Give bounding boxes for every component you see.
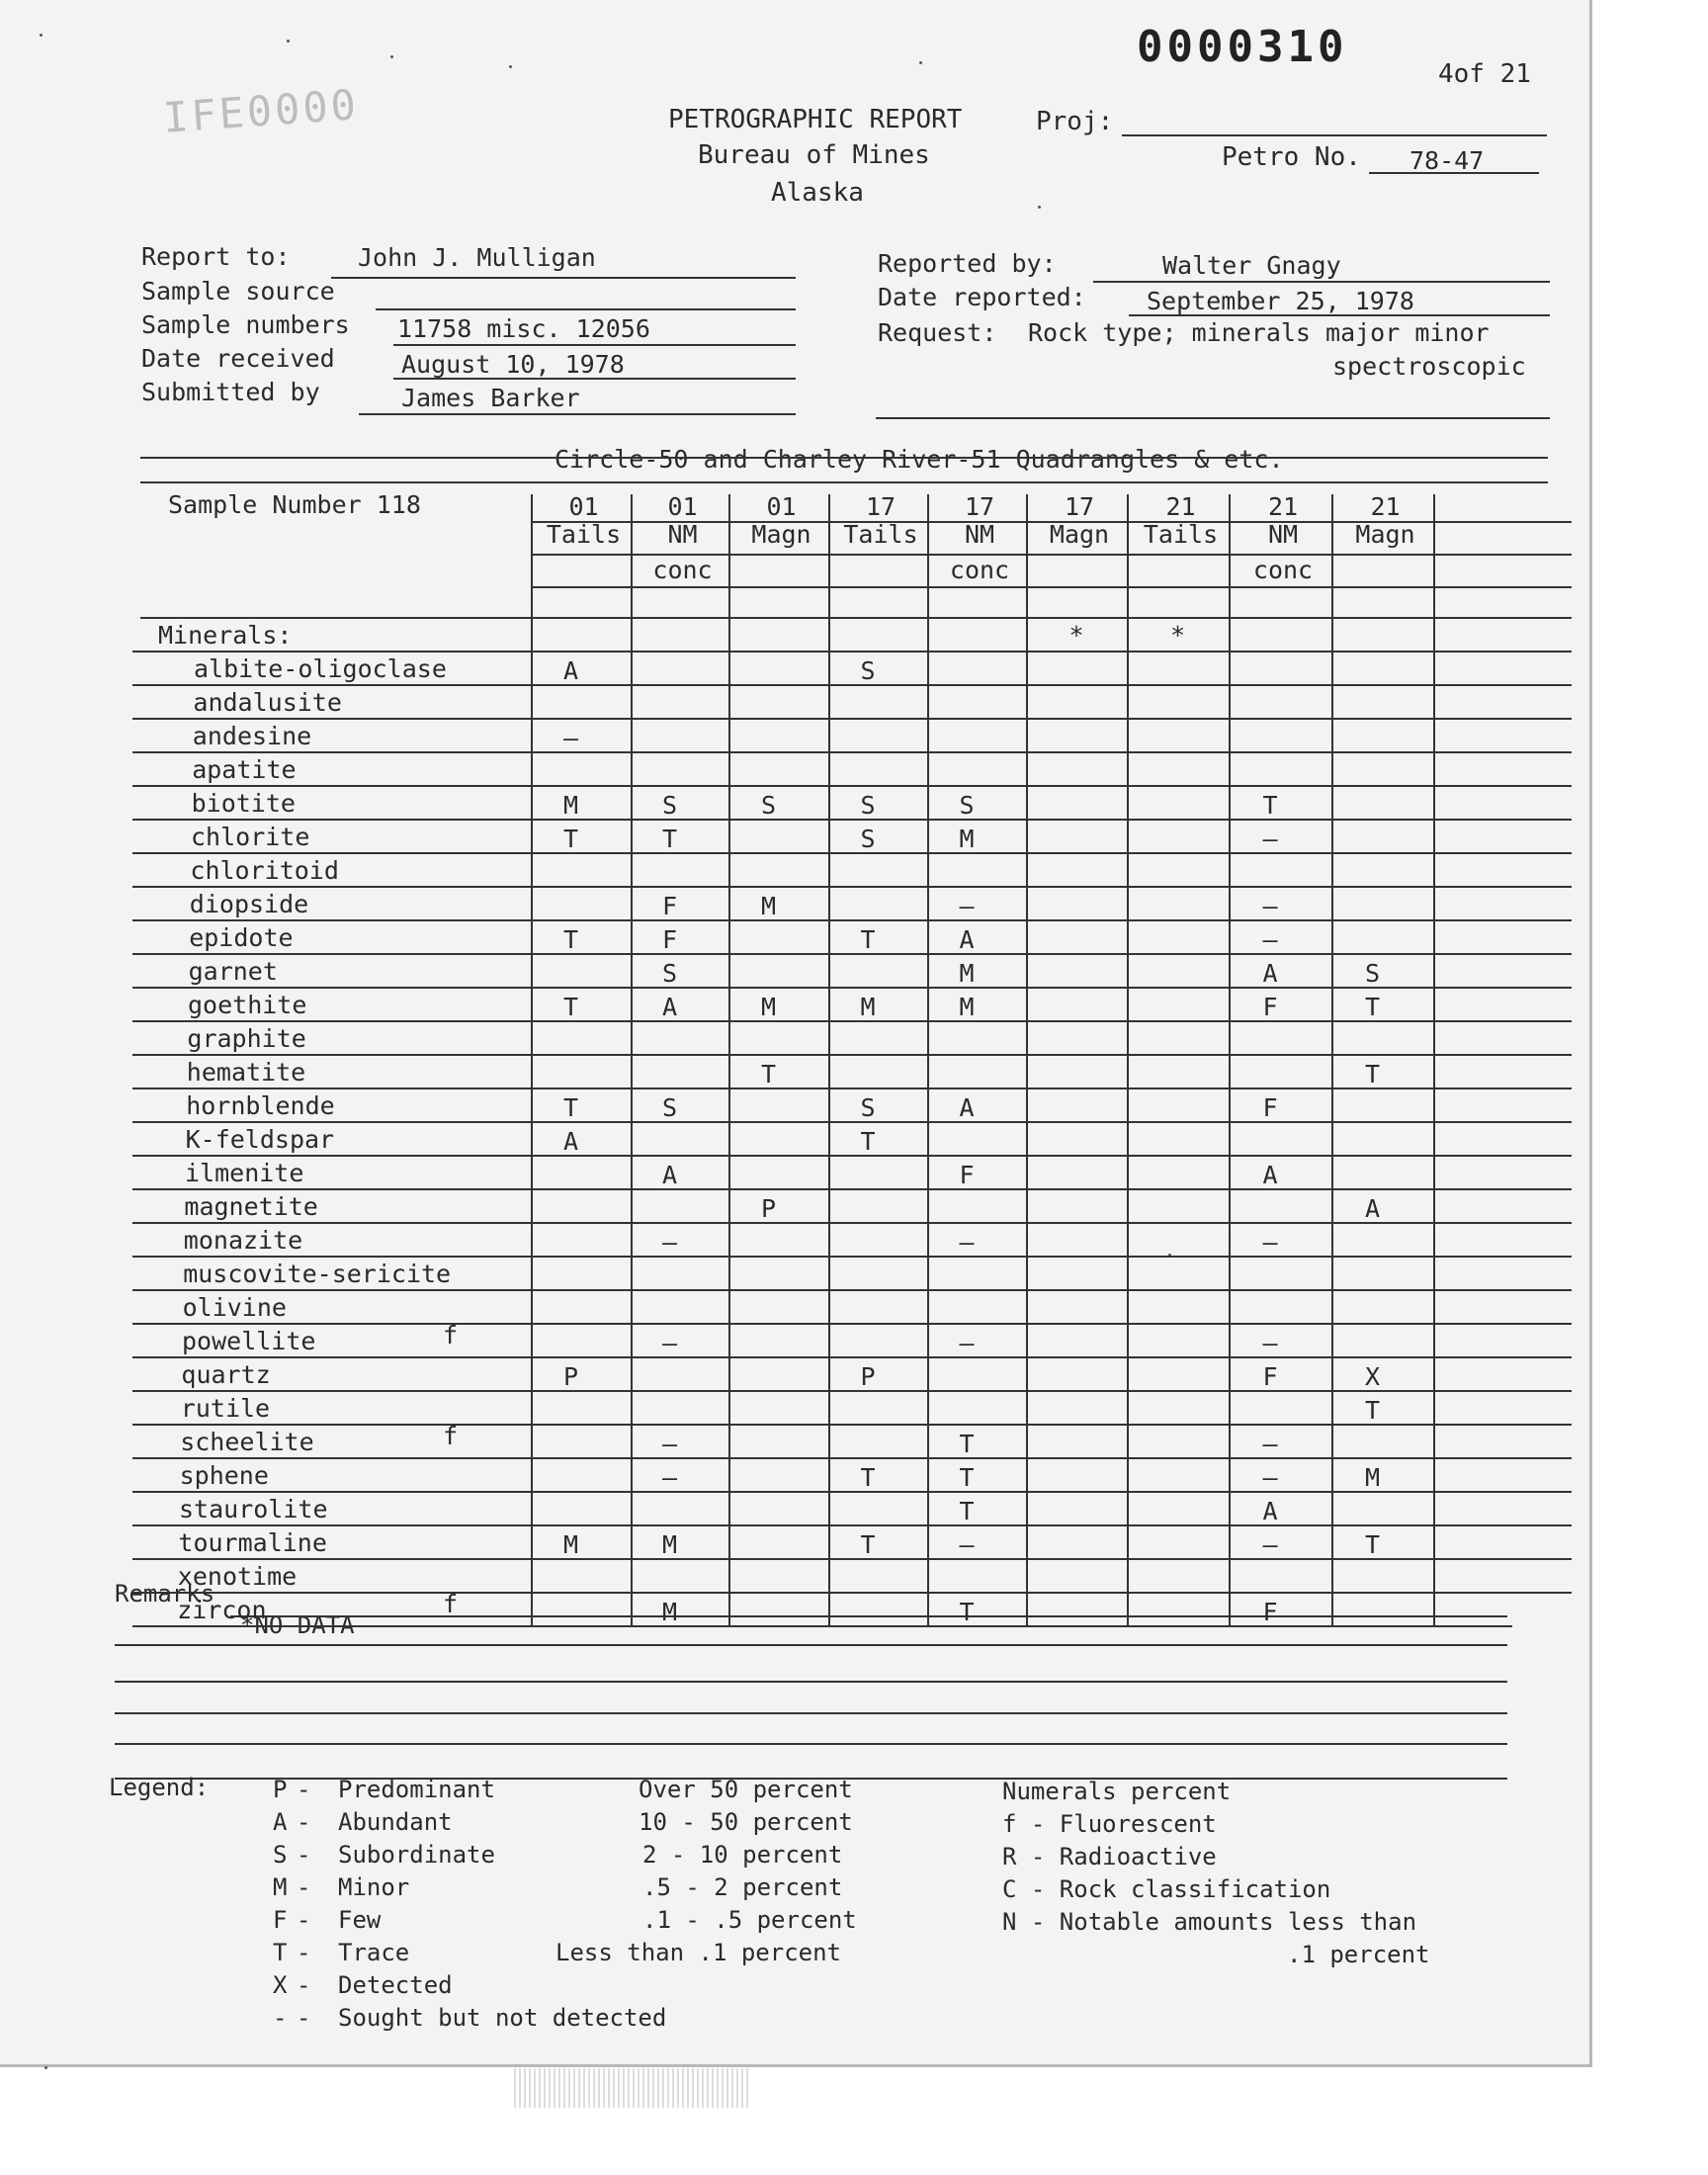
column-sample-number: 17 — [1064, 492, 1095, 521]
legend-dash: - — [297, 1776, 311, 1803]
row-rule — [132, 1457, 1572, 1459]
mineral-abundance-cell: A — [1364, 1194, 1381, 1223]
mineral-abundance-cell: M — [562, 791, 579, 820]
mineral-abundance-cell: X — [1364, 1362, 1381, 1391]
mineral-name: quartz — [181, 1360, 271, 1389]
legend-code: P — [273, 1776, 288, 1803]
remarks-rule-2 — [115, 1644, 1507, 1646]
legend-range: Less than .1 percent — [555, 1939, 841, 1966]
reported-by-label: Reported by: — [878, 249, 1057, 278]
sample-source-label: Sample source — [141, 277, 335, 305]
header-rule — [531, 554, 1572, 556]
mineral-abundance-cell: T — [959, 1463, 975, 1492]
mineral-abundance-cell: T — [562, 1093, 579, 1122]
legend-dash: - — [297, 1971, 311, 1999]
legend-description: Trace — [338, 1939, 410, 1966]
date-received-value: August 10, 1978 — [401, 350, 625, 379]
mineral-name: tourmaline — [178, 1528, 327, 1557]
minerals-row-marker: * — [1169, 621, 1186, 650]
row-rule — [132, 1592, 1572, 1594]
mineral-name: apatite — [192, 755, 297, 784]
mineral-abundance-cell: T — [562, 925, 579, 954]
legend-code: M — [273, 1873, 288, 1901]
mineral-abundance-cell: T — [860, 1127, 876, 1156]
report-to-label: Report to: — [141, 242, 291, 271]
mineral-abundance-cell: – — [959, 1530, 975, 1559]
mineral-name: ilmenite — [185, 1159, 304, 1187]
report-to-value: John J. Mulligan — [358, 243, 596, 272]
remarks-label: Remarks — [115, 1580, 215, 1608]
mineral-name: olivine — [182, 1293, 287, 1322]
column-sample-type: Magn — [1049, 520, 1110, 549]
request-line-1: Rock type; minerals major minor — [1028, 318, 1490, 347]
date-reported-value: September 25, 1978 — [1147, 287, 1414, 315]
report-to-line — [331, 277, 796, 279]
mineral-abundance-cell: S — [860, 825, 876, 853]
mineral-abundance-cell: – — [959, 1329, 975, 1357]
mineral-abundance-cell: – — [1262, 1463, 1278, 1492]
mineral-abundance-cell: A — [661, 1161, 678, 1189]
row-rule — [140, 617, 1572, 619]
mineral-abundance-cell: S — [661, 1093, 678, 1122]
mineral-abundance-cell: M — [760, 892, 777, 920]
column-rule — [1127, 494, 1129, 1625]
sample-source-line — [376, 308, 796, 310]
mineral-abundance-cell: M — [959, 959, 975, 988]
mineral-abundance-cell: T — [860, 1530, 876, 1559]
request-line — [876, 417, 1550, 419]
scan-speck — [919, 61, 922, 64]
mineral-abundance-cell: M — [860, 993, 876, 1021]
header-rule — [531, 521, 1572, 523]
row-rule — [132, 919, 1572, 921]
mineral-name: powellite — [182, 1327, 316, 1355]
mineral-abundance-cell: S — [860, 791, 876, 820]
column-sample-subtype: conc — [949, 556, 1010, 584]
mineral-abundance-cell: P — [860, 1362, 876, 1391]
date-received-label: Date received — [141, 344, 335, 373]
legend-code: F — [273, 1906, 288, 1934]
mineral-abundance-cell: A — [959, 1093, 975, 1122]
minerals-label: Minerals: — [158, 621, 293, 650]
mineral-abundance-cell: F — [959, 1161, 975, 1189]
mineral-name: andesine — [192, 722, 312, 750]
column-sample-type: NM — [964, 520, 995, 549]
mineral-name: diopside — [189, 890, 309, 918]
legend-dash: - — [297, 1841, 311, 1869]
legend-note: Numerals percent — [1002, 1778, 1232, 1805]
mineral-abundance-cell: – — [959, 1228, 975, 1257]
submitted-by-label: Submitted by — [141, 378, 320, 406]
mineral-abundance-cell: T — [1364, 1060, 1381, 1088]
mineral-abundance-cell: S — [760, 791, 777, 820]
row-rule — [132, 751, 1572, 753]
legend-note: f - Fluorescent — [1002, 1810, 1217, 1838]
legend-range: Over 50 percent — [639, 1776, 853, 1803]
column-sample-subtype: conc — [652, 556, 713, 584]
mineral-abundance-cell: T — [959, 1497, 975, 1525]
mineral-abundance-cell: – — [1262, 1430, 1278, 1458]
remarks-rule-3 — [115, 1681, 1507, 1683]
legend-description: Subordinate — [338, 1841, 495, 1869]
row-rule — [132, 1054, 1572, 1056]
legend-range: .5 - 2 percent — [642, 1873, 843, 1901]
mineral-abundance-cell: T — [860, 1463, 876, 1492]
mineral-abundance-cell: A — [661, 993, 678, 1021]
mineral-name: goethite — [188, 991, 307, 1019]
mineral-abundance-cell: T — [760, 1060, 777, 1088]
legend-dash: - — [297, 1873, 311, 1901]
state-name: Alaska — [771, 178, 864, 208]
scan-artifact — [514, 2068, 751, 2108]
mineral-abundance-cell: T — [1364, 993, 1381, 1021]
column-sample-type: Tails — [843, 520, 918, 549]
scan-speck — [287, 40, 290, 43]
mineral-abundance-cell: – — [1262, 892, 1278, 920]
scan-speck — [44, 2066, 47, 2069]
mineral-abundance-cell: T — [959, 1598, 975, 1626]
mineral-name: muscovite-sericite — [183, 1260, 452, 1288]
column-sample-type: NM — [1267, 520, 1299, 549]
column-sample-type: Tails — [1143, 520, 1219, 549]
fluorescent-flag: f — [443, 1321, 459, 1349]
legend-note: C - Rock classification — [1002, 1875, 1331, 1903]
mineral-abundance-cell: – — [1262, 925, 1278, 954]
mineral-abundance-cell: – — [1262, 1228, 1278, 1257]
proj-line — [1122, 134, 1547, 136]
remarks-rule-1 — [230, 1615, 1507, 1617]
mineral-abundance-cell: S — [661, 791, 678, 820]
column-rule — [1026, 494, 1028, 1625]
mineral-abundance-cell: S — [1364, 959, 1381, 988]
mineral-abundance-cell: A — [562, 1127, 579, 1156]
legend-description: Detected — [338, 1971, 453, 1999]
mineral-name: xenotime — [177, 1562, 298, 1591]
reported-by-line — [1093, 281, 1550, 283]
sample-number-label: Sample Number 118 — [168, 490, 421, 519]
row-rule — [132, 651, 1572, 652]
mineral-name: hornblende — [186, 1091, 335, 1120]
mineral-abundance-cell: A — [562, 656, 579, 685]
column-sample-type: NM — [667, 520, 698, 549]
legend-code: T — [273, 1939, 288, 1966]
mineral-abundance-cell: F — [1262, 1093, 1278, 1122]
legend-description: Abundant — [338, 1808, 453, 1836]
mineral-name: magnetite — [184, 1192, 318, 1221]
petro-number: 78-47 — [1409, 146, 1485, 175]
mineral-abundance-cell: P — [562, 1362, 579, 1391]
legend-dash: - — [297, 2004, 311, 2032]
scan-speck — [40, 34, 43, 37]
sample-numbers-value: 11758 misc. 12056 — [397, 314, 650, 343]
mineral-abundance-cell: M — [760, 993, 777, 1021]
fluorescent-flag: f — [443, 1422, 459, 1450]
legend-note: .1 percent — [1287, 1941, 1430, 1968]
mineral-abundance-cell: M — [661, 1598, 678, 1626]
mineral-abundance-cell: – — [1262, 1329, 1278, 1357]
column-sample-number: 17 — [865, 492, 897, 521]
mineral-abundance-cell: M — [959, 993, 975, 1021]
row-rule — [132, 886, 1572, 888]
sample-numbers-label: Sample numbers — [141, 310, 350, 339]
mineral-abundance-cell: M — [1364, 1463, 1381, 1492]
legend-description: Predominant — [338, 1776, 495, 1803]
mineral-abundance-cell: – — [562, 724, 579, 752]
legend-range: 2 - 10 percent — [642, 1841, 843, 1869]
mineral-abundance-cell: P — [760, 1194, 777, 1223]
mineral-abundance-cell: – — [1262, 1530, 1278, 1559]
row-rule — [132, 1289, 1572, 1291]
location-rule-bottom — [140, 481, 1548, 483]
column-sample-number: 21 — [1267, 492, 1299, 521]
row-rule — [132, 1188, 1572, 1190]
legend-label: Legend: — [109, 1774, 210, 1801]
mineral-abundance-cell: – — [661, 1329, 678, 1357]
mineral-name: epidote — [189, 923, 294, 952]
legend-note: R - Radioactive — [1002, 1843, 1217, 1870]
reported-by-value: Walter Gnagy — [1162, 251, 1341, 280]
mineral-abundance-cell: A — [1262, 1497, 1278, 1525]
location-rule-top — [140, 457, 1548, 459]
legend-description: Few — [338, 1906, 382, 1934]
header-rule — [531, 586, 1572, 588]
mineral-abundance-cell: S — [661, 959, 678, 988]
mineral-abundance-cell: S — [860, 1093, 876, 1122]
mineral-abundance-cell: – — [1262, 825, 1278, 853]
row-rule — [132, 1256, 1572, 1258]
mineral-abundance-cell: F — [661, 892, 678, 920]
column-sample-number: 01 — [766, 492, 797, 521]
fluorescent-flag: f — [443, 1590, 459, 1618]
column-sample-number: 01 — [568, 492, 599, 521]
mineral-name: chloritoid — [190, 856, 339, 885]
mineral-name: andalusite — [193, 688, 342, 717]
legend-code: - — [273, 2004, 288, 2032]
column-sample-number: 21 — [1165, 492, 1196, 521]
mineral-abundance-cell: T — [661, 825, 678, 853]
bureau-name: Bureau of Mines — [698, 140, 930, 170]
legend-description: Sought but not detected — [338, 2004, 667, 2032]
column-sample-number: 21 — [1370, 492, 1401, 521]
row-rule — [132, 1356, 1572, 1358]
scan-speck — [1038, 206, 1041, 209]
location-line: Circle-50 and Charley River-51 Quadrangles & etc. — [555, 445, 1284, 474]
row-rule — [132, 785, 1572, 787]
mineral-abundance-cell: T — [1364, 1396, 1381, 1425]
submitted-by-value: James Barker — [401, 384, 580, 412]
legend-note: N - Notable amounts less than — [1002, 1908, 1417, 1936]
page-indicator: 4of 21 — [1438, 59, 1531, 89]
mineral-name: monazite — [183, 1226, 303, 1255]
legend-dash: - — [297, 1939, 311, 1966]
column-sample-number: 01 — [667, 492, 698, 521]
mineral-abundance-cell: S — [860, 656, 876, 685]
report-title: PETROGRAPHIC REPORT — [668, 105, 963, 134]
legend-range: 10 - 50 percent — [639, 1808, 853, 1836]
request-line-2: spectroscopic — [1332, 352, 1526, 381]
column-sample-type: Magn — [1355, 520, 1415, 549]
column-sample-number: 17 — [964, 492, 995, 521]
mineral-abundance-cell: – — [661, 1228, 678, 1257]
legend-description: Minor — [338, 1873, 410, 1901]
legend-dash: - — [297, 1808, 311, 1836]
scan-speck — [390, 55, 393, 58]
sample-numbers-line — [393, 344, 796, 346]
mineral-abundance-cell: A — [1262, 1161, 1278, 1189]
mineral-abundance-cell: T — [562, 825, 579, 853]
mineral-name: scheelite — [180, 1428, 314, 1456]
legend-dash: - — [297, 1906, 311, 1934]
mineral-abundance-cell: T — [860, 925, 876, 954]
mineral-abundance-cell: T — [562, 993, 579, 1021]
mineral-name: chlorite — [191, 823, 310, 851]
submitted-by-line — [359, 413, 796, 415]
mineral-name: rutile — [180, 1394, 271, 1423]
mineral-abundance-cell: M — [562, 1530, 579, 1559]
mineral-name: biotite — [191, 789, 296, 818]
mineral-abundance-cell: F — [661, 925, 678, 954]
mineral-name: sphene — [179, 1461, 269, 1490]
mineral-abundance-cell: – — [661, 1430, 678, 1458]
mineral-abundance-cell: M — [959, 825, 975, 853]
mineral-abundance-cell: T — [1364, 1530, 1381, 1559]
remarks-rule-5 — [115, 1743, 1507, 1745]
mineral-abundance-cell: – — [661, 1463, 678, 1492]
row-rule — [132, 1323, 1572, 1325]
row-rule — [132, 718, 1572, 720]
legend-range: .1 - .5 percent — [642, 1906, 857, 1934]
column-sample-type: Magn — [751, 520, 811, 549]
mineral-name: staurolite — [179, 1495, 328, 1523]
row-rule — [132, 1524, 1572, 1526]
minerals-row-marker: * — [1068, 621, 1084, 650]
mineral-abundance-cell: F — [1262, 993, 1278, 1021]
column-sample-type: Tails — [546, 520, 622, 549]
remarks-rule-4 — [115, 1712, 1507, 1714]
mineral-abundance-cell: F — [1262, 1362, 1278, 1391]
petro-label: Petro No. — [1222, 142, 1361, 172]
mineral-abundance-cell: A — [1262, 959, 1278, 988]
column-sample-subtype: conc — [1252, 556, 1314, 584]
column-rule — [1433, 494, 1435, 1625]
document-number: 0000310 — [1137, 22, 1348, 72]
date-reported-label: Date reported: — [878, 283, 1086, 311]
mineral-abundance-cell: S — [959, 791, 975, 820]
mineral-abundance-cell: F — [1262, 1598, 1278, 1626]
legend-code: X — [273, 1971, 288, 1999]
legend-code: A — [273, 1808, 288, 1836]
legend-code: S — [273, 1841, 288, 1869]
mineral-name: albite-oligoclase — [194, 654, 447, 683]
mineral-abundance-cell: – — [959, 892, 975, 920]
mineral-name: K-feldspar — [185, 1125, 335, 1154]
mineral-name: hematite — [186, 1058, 306, 1087]
remarks-text: *NO DATA — [240, 1611, 355, 1639]
mineral-name: graphite — [187, 1024, 306, 1053]
mineral-abundance-cell: M — [661, 1530, 678, 1559]
proj-label: Proj: — [1036, 107, 1114, 136]
mineral-name: zircon — [177, 1596, 267, 1624]
mineral-name: garnet — [188, 957, 278, 986]
faded-stamp: IFE0000 — [161, 80, 361, 142]
mineral-abundance-cell: T — [959, 1430, 975, 1458]
mineral-abundance-cell: T — [1262, 791, 1278, 820]
scan-speck — [509, 65, 512, 68]
request-label: Request: — [878, 318, 997, 347]
mineral-abundance-cell: A — [959, 925, 975, 954]
